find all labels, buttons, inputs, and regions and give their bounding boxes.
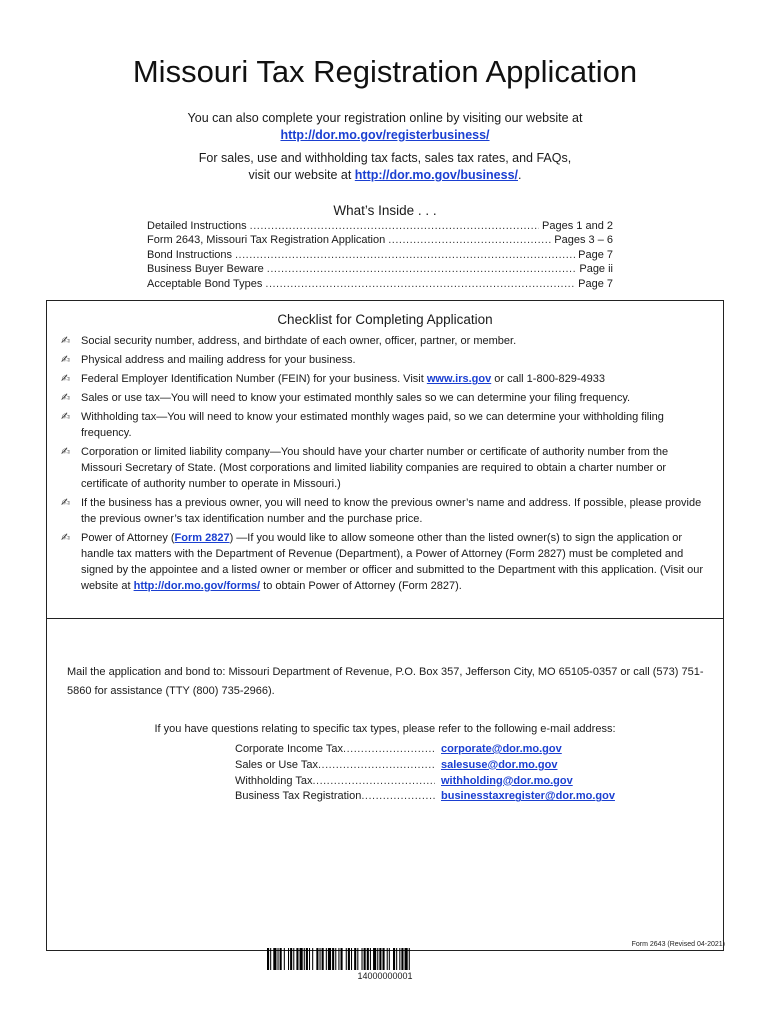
barcode-bar xyxy=(304,948,305,970)
checklist-text: Corporation or limited liability company—You should have your charter number or certificate of authority number from the Missouri Secretary of State. (Most corporations and limited liability companies are required to obtain a charter number or certificate of authority number to operate in Missouri.) xyxy=(81,446,669,490)
barcode-bar xyxy=(270,948,271,970)
toc-row xyxy=(147,263,613,277)
form-number: Form 2643 (Revised 04-2021) xyxy=(631,941,725,948)
pen-icon: ✍ xyxy=(61,497,71,509)
toc-page: Page 7 xyxy=(578,277,613,290)
business-link[interactable]: http://dor.mo.gov/business/ xyxy=(354,168,518,182)
contact-list xyxy=(235,743,675,806)
toc-row xyxy=(147,249,613,263)
checklist-item xyxy=(61,390,711,406)
contact-email-link[interactable]: salesuse@dor.mo.gov xyxy=(441,758,558,771)
barcode-bar xyxy=(267,948,269,970)
barcode-bar xyxy=(348,948,350,970)
barcode-bar xyxy=(278,948,279,970)
pen-icon: ✍ xyxy=(61,411,71,423)
contact-row xyxy=(235,775,675,791)
intro-line-3-post: . xyxy=(518,168,522,182)
pen-icon: ✍ xyxy=(61,532,71,544)
toc-label: Bond Instructions xyxy=(147,248,232,261)
barcode-bar xyxy=(383,948,385,970)
barcode-bar xyxy=(401,948,403,970)
checklist-item xyxy=(61,333,711,349)
page-title: Missouri Tax Registration Application xyxy=(132,54,638,89)
toc-page: Pages 3 – 6 xyxy=(554,234,613,247)
barcode-bar xyxy=(290,948,292,970)
form-2827-link[interactable]: Form 2827 xyxy=(174,532,230,544)
barcode-bar xyxy=(293,948,294,970)
contact-label: Withholding Tax xyxy=(235,774,313,787)
barcode-bar xyxy=(335,948,336,970)
barcode-bar xyxy=(396,948,397,970)
toc-page: Pages 1 and 2 xyxy=(542,220,613,232)
checklist-text: Physical address and mailing address for your business. xyxy=(81,354,356,366)
barcode-bar xyxy=(341,948,343,970)
barcode-bar xyxy=(409,948,410,970)
intro-line-2: For sales, use and withholding tax facts, sales tax rates, and FAQs, xyxy=(198,151,572,165)
barcode-bar xyxy=(326,948,327,970)
contact-row xyxy=(235,759,675,775)
contact-label: Corporate Income Tax xyxy=(235,743,344,755)
barcode-bar xyxy=(393,948,395,970)
toc-row xyxy=(147,278,613,292)
table-of-contents xyxy=(147,220,613,292)
contact-dots xyxy=(318,759,435,771)
barcode-bar xyxy=(379,948,381,970)
barcode-bar xyxy=(346,948,347,970)
checklist-text: ) —If you would like to allow someone other than the listed owner(s) to sign the application or handle tax matters with the Department of Revenue (Department), a Power of Attorney (Form 2827) must be completed and signed by the appointee and a listed owner or member or officer and submitted to the Department with this application. (Visit our website at xyxy=(81,532,704,592)
barcode-bar xyxy=(362,948,363,970)
mail-box xyxy=(46,618,724,951)
contact-label: Sales or Use Tax xyxy=(235,758,318,771)
toc-page: Page ii xyxy=(579,263,613,276)
barcode-bar xyxy=(322,948,324,970)
checklist-text: Withholding tax—You will need to know your estimated monthly wages paid, so we can determine your withholding filing frequency. xyxy=(81,411,664,439)
pen-icon: ✍ xyxy=(61,373,71,385)
barcode-bar xyxy=(367,948,369,970)
pen-icon: ✍ xyxy=(61,446,71,458)
toc-row xyxy=(147,234,613,248)
barcode xyxy=(267,948,503,970)
contact-email-link[interactable]: withholding@dor.mo.gov xyxy=(441,774,573,787)
barcode-bar xyxy=(288,948,289,970)
barcode-bar xyxy=(300,948,303,970)
contact-label: Business Tax Registration xyxy=(235,790,362,803)
checklist-text: Federal Employer Identification Number (FEIN) for your business. Visit xyxy=(81,373,427,385)
barcode-bar xyxy=(387,948,388,970)
questions-text: If you have questions relating to specific tax types, please refer to the following e-mail address: xyxy=(154,723,616,735)
barcode-bar xyxy=(351,948,352,970)
barcode-bar xyxy=(370,948,371,970)
toc-page: Page 7 xyxy=(578,248,613,261)
barcode-number: 14000000001 xyxy=(357,971,413,981)
intro-line-3-pre: visit our website at xyxy=(248,168,355,182)
barcode-bar xyxy=(373,948,376,970)
pen-icon: ✍ xyxy=(61,392,71,404)
contact-email-link[interactable]: corporate@dor.mo.gov xyxy=(441,743,562,755)
contact-row xyxy=(235,790,675,806)
pen-icon: ✍ xyxy=(61,335,71,347)
intro-business xyxy=(0,150,770,184)
barcode-bar xyxy=(320,948,321,970)
barcode-bar xyxy=(357,948,358,970)
contact-email-link[interactable]: businesstaxregister@dor.mo.gov xyxy=(441,790,615,803)
barcode-bar xyxy=(377,948,378,970)
checklist-item xyxy=(61,530,711,594)
checklist-item xyxy=(61,444,711,492)
irs-link[interactable]: www.irs.gov xyxy=(426,373,492,385)
barcode-bar xyxy=(306,948,308,970)
contact-dots xyxy=(312,775,435,787)
pen-icon: ✍ xyxy=(61,354,71,366)
checklist-text: If the business has a previous owner, you will need to know the previous owner’s name and address. If possible, please provide the previous owner’s tax identification number and the purchase price. xyxy=(81,497,702,525)
checklist-text: to obtain Power of Attorney (Form 2827). xyxy=(260,580,462,592)
barcode-bar xyxy=(332,948,334,970)
toc-dots xyxy=(250,220,539,232)
barcode-bar xyxy=(389,948,390,970)
barcode-bar xyxy=(309,948,310,970)
register-business-link[interactable]: http://dor.mo.gov/registerbusiness/ xyxy=(280,128,490,142)
toc-dots xyxy=(235,249,575,261)
forms-link[interactable]: http://dor.mo.gov/forms/ xyxy=(133,580,261,592)
barcode-bar xyxy=(296,948,298,970)
barcode-bar xyxy=(273,948,276,970)
barcode-bar xyxy=(316,948,318,970)
barcode-bar xyxy=(312,948,313,970)
checklist-text: Sales or use tax—You will need to know your estimated monthly sales so we can determine your filing frequency. xyxy=(81,392,631,404)
checklist xyxy=(61,333,711,597)
contact-dots xyxy=(361,790,435,802)
barcode-bar xyxy=(405,948,408,970)
checklist-item xyxy=(61,409,711,441)
checklist-item xyxy=(61,371,711,387)
contact-dots xyxy=(343,743,435,755)
barcode-bar xyxy=(399,948,400,970)
intro-online xyxy=(0,110,770,144)
toc-dots xyxy=(388,234,551,246)
checklist-heading: Checklist for Completing Application xyxy=(277,312,493,327)
contact-row xyxy=(235,743,675,759)
intro-line-1: You can also complete your registration online by visiting our website at xyxy=(187,111,583,125)
barcode-bar xyxy=(364,948,366,970)
barcode-bar xyxy=(328,948,331,970)
toc-label: Acceptable Bond Types xyxy=(147,277,263,290)
toc-label: Business Buyer Beware xyxy=(147,263,264,276)
toc-label: Detailed Instructions xyxy=(147,220,247,232)
checklist-box xyxy=(46,300,724,619)
toc-row xyxy=(147,220,613,234)
toc-label: Form 2643, Missouri Tax Registration Application xyxy=(147,234,386,247)
checklist-item xyxy=(61,495,711,527)
toc-dots xyxy=(265,278,575,290)
barcode-bar xyxy=(354,948,356,970)
barcode-bar xyxy=(280,948,282,970)
mail-instructions: Mail the application and bond to: Missouri Department of Revenue, P.O. Box 357, Jefferson City, MO 65105-0357 or call (573) 751-5860 for assistance (TTY (800) 735-2966). xyxy=(67,666,704,697)
barcode-bar xyxy=(338,948,339,970)
checklist-text: or call 1-800-829-4933 xyxy=(491,373,605,385)
toc-dots xyxy=(267,263,577,275)
checklist-text: Social security number, address, and birthdate of each owner, officer, partner, or member. xyxy=(81,335,517,347)
checklist-item xyxy=(61,352,711,368)
barcode-bar xyxy=(284,948,285,970)
checklist-text: Power of Attorney ( xyxy=(81,532,175,544)
whats-inside-heading: What’s Inside . . . xyxy=(333,203,437,218)
